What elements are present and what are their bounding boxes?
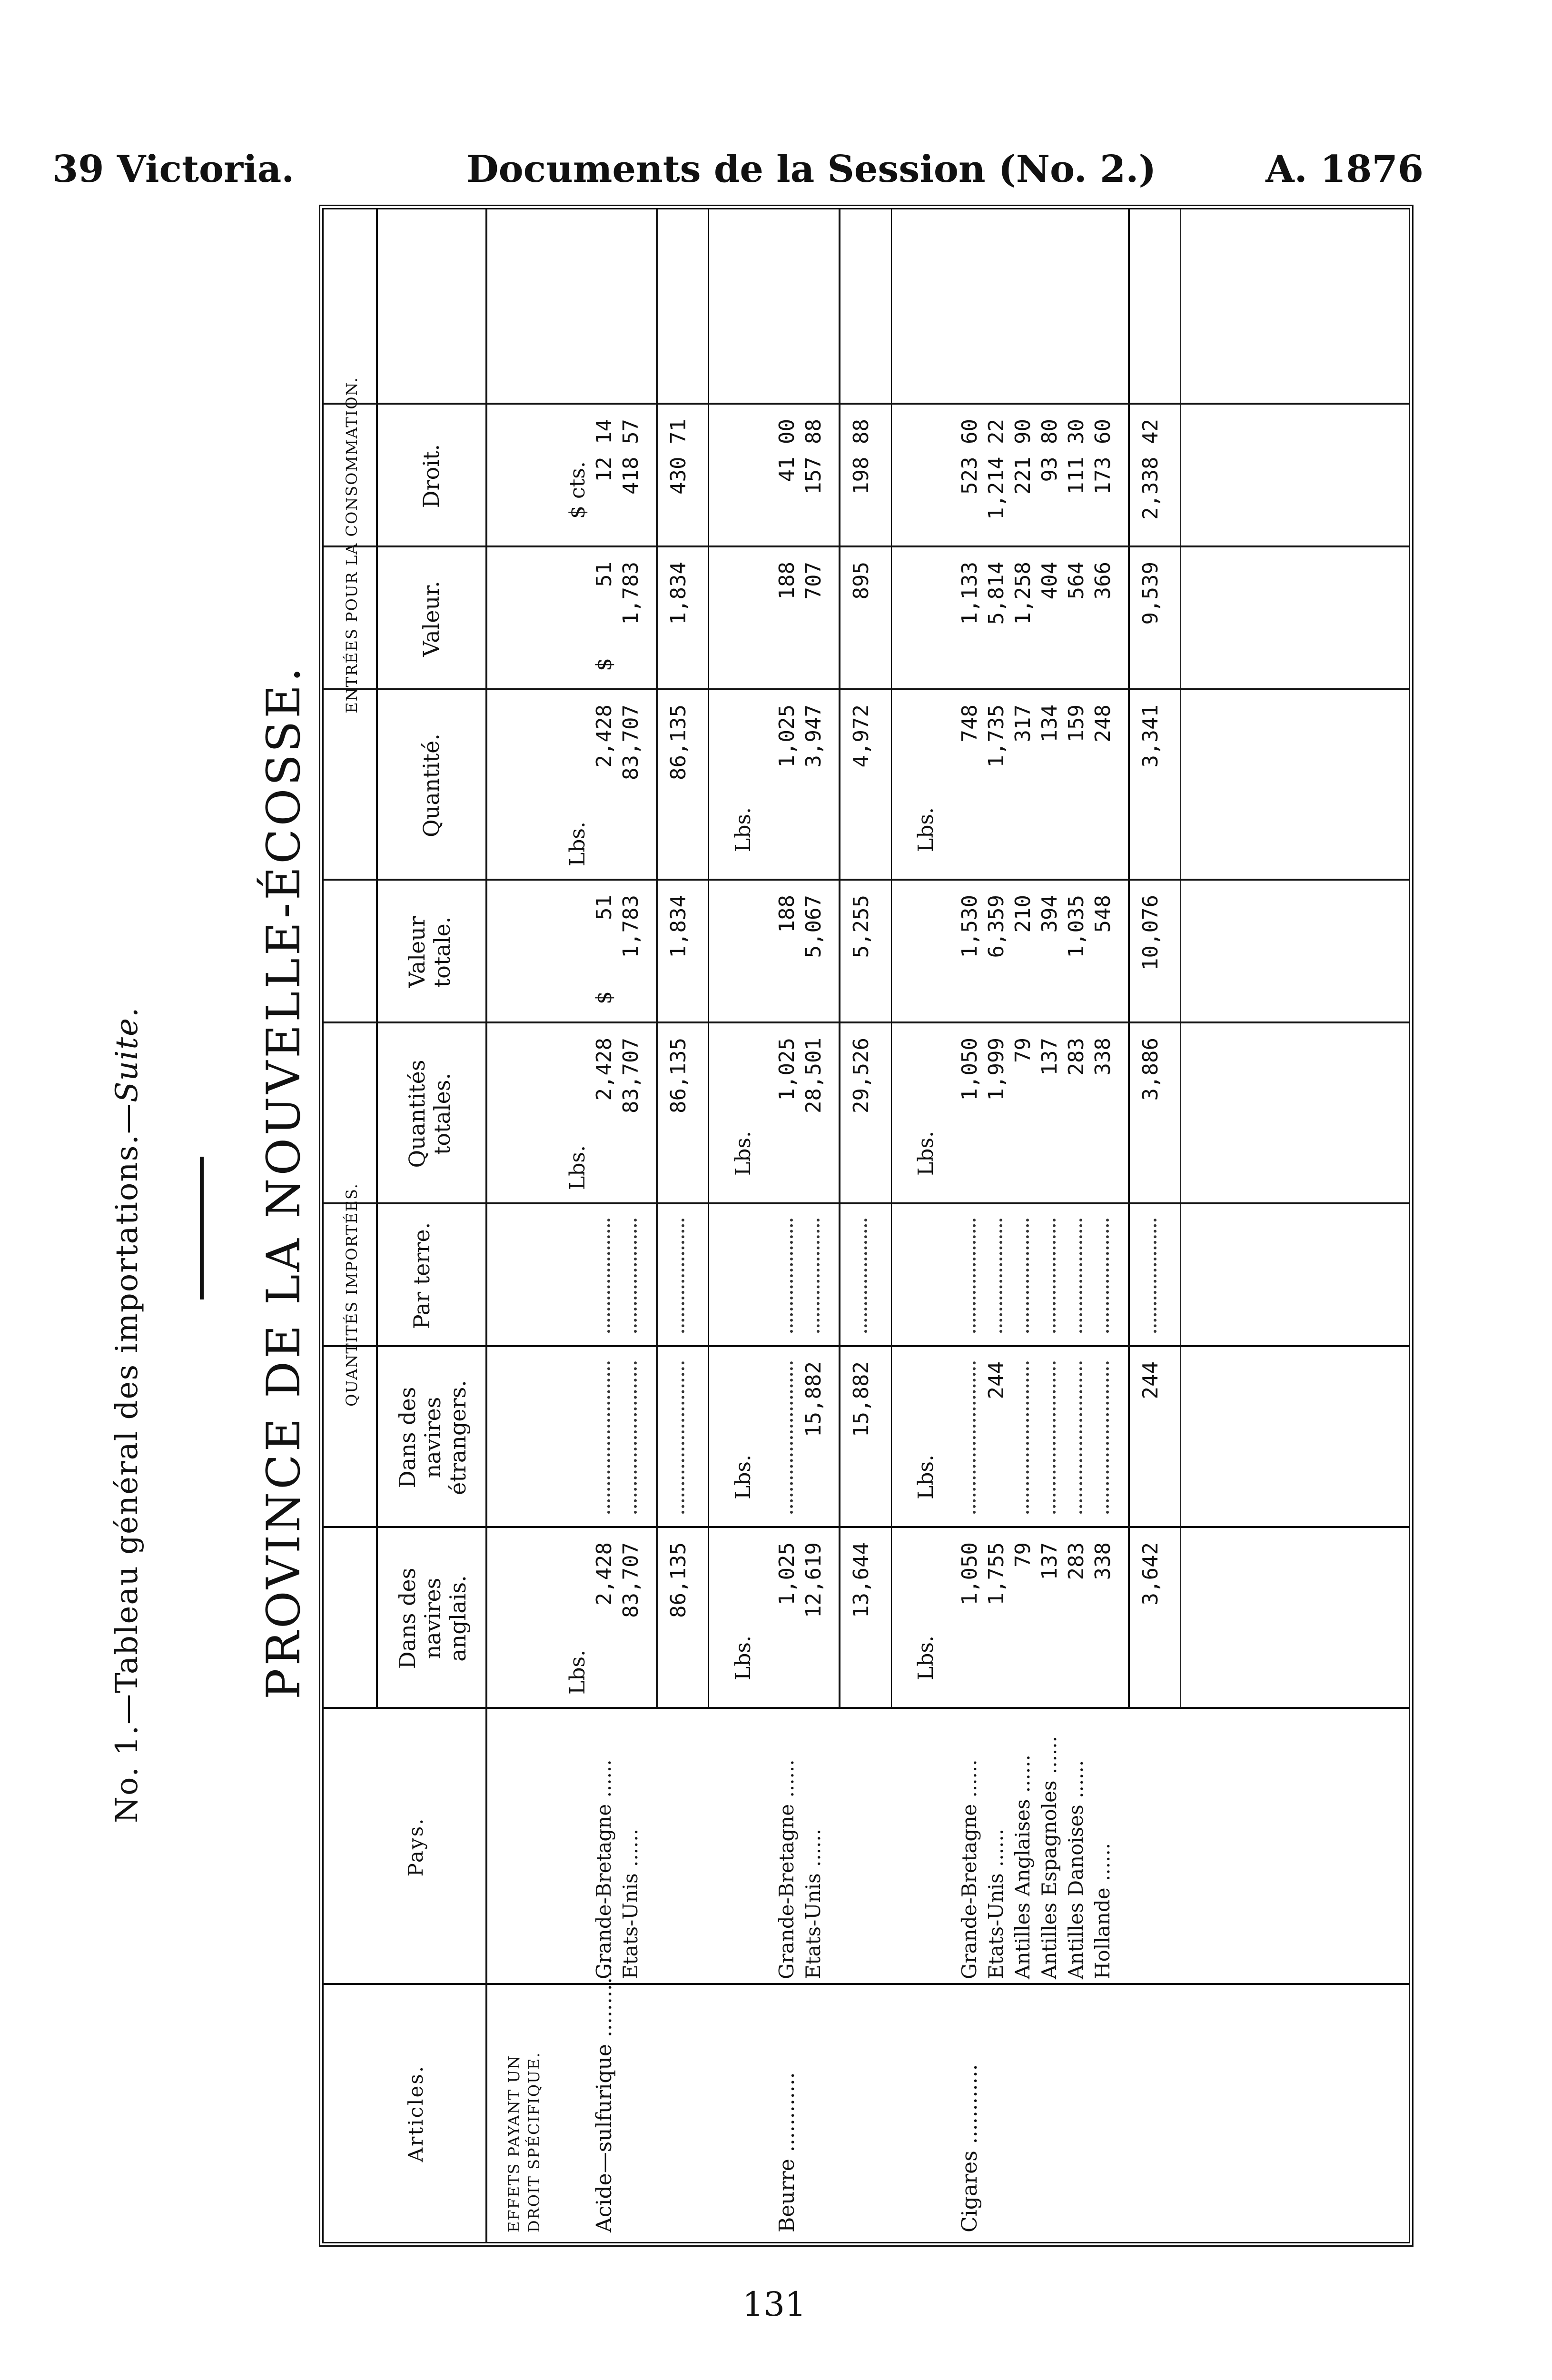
article-3-total-rule — [1128, 209, 1130, 1709]
article-2-row-2-quantite: 3,947 — [801, 704, 826, 768]
column-header-pays: Pays. — [404, 1817, 427, 1877]
header-document-title: Documents de la Session (No. 2.) — [466, 148, 1157, 191]
article-3-row-4-terre-dots — [1053, 1219, 1056, 1333]
article-3-total-etrangers: 244 — [1138, 1361, 1163, 1399]
column-header-quantite: Quantité. — [418, 734, 444, 837]
article-3-row-5-droit: 111 30 — [1064, 419, 1088, 495]
article-2-row-2-terre-dots — [817, 1219, 820, 1333]
article-3-total-droit: 2,338 42 — [1138, 419, 1163, 520]
article-2-row-2-anglais: 12,619 — [801, 1542, 826, 1618]
article-3-total-terre-dots — [1154, 1219, 1157, 1333]
article-1-unit-label: Lbs. — [565, 1650, 590, 1695]
article-2-unit-label: Lbs. — [731, 1131, 755, 1176]
article-3-total-quantite: 3,341 — [1138, 704, 1163, 768]
article-2-row-2-pays: Etats-Unis ...... — [801, 1828, 825, 1979]
article-1-row-2-terre-dots — [634, 1219, 637, 1333]
article-1-row-1-terre-dots — [607, 1219, 610, 1333]
title-divider — [200, 1157, 204, 1299]
article-3-total-valeur: 9,539 — [1138, 562, 1163, 625]
article-3-row-5-pays: Antilles Danoises ...... — [1064, 1760, 1087, 1979]
article-2-row-1-pays: Grande-Bretagne ...... — [775, 1759, 798, 1979]
article-2-row-2-vtot: 5,067 — [801, 895, 826, 958]
article-1-row-1-quantite: 2,428 — [592, 704, 616, 768]
article-3-row-1-droit: 523 60 — [958, 419, 982, 495]
article-1-currency-label: $ — [592, 991, 616, 1004]
article-3-row-4-valeur: 404 — [1038, 562, 1062, 600]
group-header-consumption: ENTRÉES POUR LA CONSOMMATION. — [343, 377, 361, 714]
article-3-row-3-terre-dots — [1026, 1219, 1029, 1333]
article-3-row-2-anglais: 1,755 — [984, 1542, 1008, 1606]
article-3-row-6-droit: 173 60 — [1091, 419, 1115, 495]
column-header-valeur-totale: Valeur totale. — [404, 916, 455, 988]
article-1-row-1-anglais: 2,428 — [592, 1542, 616, 1606]
article-2-row-2-valeur: 707 — [801, 562, 826, 600]
article-1-row-2-droit: 418 57 — [619, 419, 643, 495]
article-2-row-2-etrangers: 15,882 — [801, 1361, 826, 1437]
article-3-row-5-etrangers-dots — [1079, 1361, 1082, 1514]
article-3-row-1-terre-dots — [973, 1219, 976, 1333]
article-2-row-2-droit: 157 88 — [801, 419, 826, 495]
article-1-row-1-qtot: 2,428 — [592, 1038, 616, 1101]
article-1-unit-label: Lbs. — [565, 1145, 590, 1190]
article-3-row-4-droit: 93 80 — [1038, 419, 1062, 482]
article-3-row-6-terre-dots — [1106, 1219, 1109, 1333]
article-3-row-2-vtot: 6,359 — [984, 895, 1008, 958]
article-3-row-6-pays: Hollande ...... — [1091, 1843, 1114, 1979]
article-1-currency-label: $ — [592, 658, 616, 671]
article-3-row-6-qtot: 338 — [1091, 1038, 1115, 1076]
article-3-row-2-terre-dots — [999, 1219, 1002, 1333]
article-1-row-2-qtot: 83,707 — [619, 1038, 643, 1113]
column-header-quantites-totales: Quantités totales. — [404, 1060, 455, 1168]
article-2-name: Beurre ............ — [775, 2072, 799, 2232]
column-header-valeur: Valeur. — [418, 581, 444, 657]
article-1-row-1-etrangers-dots — [607, 1361, 610, 1514]
article-3-row-4-vtot: 394 — [1038, 895, 1062, 933]
imports-table — [319, 205, 1414, 2247]
article-2-row-1-valeur: 188 — [775, 562, 799, 600]
article-3-name: Cigares ............ — [958, 2064, 982, 2232]
article-3-unit-label: Lbs. — [914, 1131, 938, 1176]
article-1-total-anglais: 86,135 — [666, 1542, 691, 1618]
article-1-total-qtot: 86,135 — [666, 1038, 691, 1113]
article-1-row-2-quantite: 83,707 — [619, 704, 643, 780]
article-3-row-1-pays: Grande-Bretagne ...... — [958, 1759, 981, 1979]
article-3-row-2-pays: Etats-Unis ...... — [984, 1828, 1008, 1979]
article-3-row-3-valeur: 1,258 — [1011, 562, 1035, 625]
article-3-row-5-valeur: 564 — [1064, 562, 1088, 600]
article-1-total-valeur: 1,834 — [666, 562, 691, 625]
article-1-total-vtot: 1,834 — [666, 895, 691, 958]
article-1-row-2-vtot: 1,783 — [619, 895, 643, 958]
article-1-row-2-pays: Etats-Unis ...... — [619, 1828, 642, 1979]
article-2-unit-label: Lbs. — [731, 1455, 755, 1499]
article-2-total-etrangers: 15,882 — [849, 1361, 873, 1437]
article-2-row-1-etrangers-dots — [790, 1361, 793, 1514]
article-3-row-6-anglais: 338 — [1091, 1542, 1115, 1580]
column-header-etrangers: Dans des navires étrangers. — [395, 1380, 471, 1495]
article-2-total-anglais: 13,644 — [849, 1542, 873, 1618]
article-3-row-2-etrangers: 244 — [984, 1361, 1008, 1399]
article-3-row-4-qtot: 137 — [1038, 1038, 1062, 1076]
article-3-row-1-valeur: 1,133 — [958, 562, 982, 625]
article-1-unit-label: Lbs. — [565, 822, 590, 866]
article-2-total-droit: 198 88 — [849, 419, 873, 495]
article-3-row-4-pays: Antilles Espagnoles ...... — [1038, 1736, 1061, 1979]
article-3-total-anglais: 3,642 — [1138, 1542, 1163, 1606]
group-rule — [376, 209, 378, 1709]
article-1-row-1-pays: Grande-Bretagne ...... — [592, 1759, 615, 1979]
article-3-row-5-vtot: 1,035 — [1064, 895, 1088, 958]
article-3-row-3-etrangers-dots — [1026, 1361, 1029, 1514]
header-rule — [485, 209, 487, 2242]
article-2-row-1-vtot: 188 — [775, 895, 799, 933]
article-3-row-3-droit: 221 90 — [1011, 419, 1035, 495]
column-header-anglais: Dans des navires anglais. — [395, 1567, 471, 1669]
page-number: 131 — [742, 2285, 806, 2324]
article-1-row-2-anglais: 83,707 — [619, 1542, 643, 1618]
article-2-row-1-terre-dots — [790, 1219, 793, 1333]
article-3-row-4-quantite: 134 — [1038, 704, 1062, 743]
article-2-block-rule — [891, 209, 892, 1709]
article-1-total-terre-dots — [682, 1219, 684, 1333]
article-2-row-2-qtot: 28,501 — [801, 1038, 826, 1113]
header-session-year: 39 Victoria. — [52, 148, 295, 191]
article-3-row-6-vtot: 548 — [1091, 895, 1115, 933]
article-3-row-5-quantite: 159 — [1064, 704, 1088, 743]
article-3-row-1-qtot: 1,050 — [958, 1038, 982, 1101]
province-title: PROVINCE DE LA NOUVELLE-ÉCOSSE. — [257, 664, 310, 1699]
article-3-unit-label: Lbs. — [914, 807, 938, 852]
article-2-row-1-qtot: 1,025 — [775, 1038, 799, 1101]
article-1-row-1-valeur: 51 — [592, 562, 616, 587]
article-3-row-2-droit: 1,214 22 — [984, 419, 1008, 520]
article-2-unit-label: Lbs. — [731, 807, 755, 852]
article-3-total-qtot: 3,886 — [1138, 1038, 1163, 1101]
article-3-row-1-anglais: 1,050 — [958, 1542, 982, 1606]
column-header-terre: Par terre. — [409, 1222, 435, 1329]
table-title: No. 1.—Tableau général des importations.—Suite. — [109, 1006, 145, 1823]
article-1-total-droit: 430 71 — [666, 419, 691, 495]
article-3-row-2-valeur: 5,814 — [984, 562, 1008, 625]
column-header-articles: Articles. — [404, 2064, 427, 2162]
article-1-row-1-droit: 12 14 — [592, 419, 616, 482]
article-1-total-quantite: 86,135 — [666, 704, 691, 780]
article-3-total-vtot: 10,076 — [1138, 895, 1163, 971]
article-3-row-1-vtot: 1,530 — [958, 895, 982, 958]
article-3-row-5-terre-dots — [1079, 1219, 1082, 1333]
article-2-row-1-droit: 41 00 — [775, 419, 799, 482]
article-3-row-4-anglais: 137 — [1038, 1542, 1062, 1580]
article-1-row-2-etrangers-dots — [634, 1361, 637, 1514]
article-1-total-etrangers-dots — [682, 1361, 684, 1514]
article-2-total-rule — [839, 209, 840, 1709]
rotated-table-page — [52, 186, 1423, 2356]
article-2-total-qtot: 29,526 — [849, 1038, 873, 1113]
article-3-row-1-quantite: 748 — [958, 704, 982, 743]
article-1-block-rule — [708, 209, 709, 1709]
group-header-imported: QUANTITÉS IMPORTÉES. — [343, 1183, 361, 1407]
article-2-total-valeur: 895 — [849, 562, 873, 600]
article-1-row-2-valeur: 1,783 — [619, 562, 643, 625]
article-3-unit-label: Lbs. — [914, 1636, 938, 1680]
article-3-row-6-valeur: 366 — [1091, 562, 1115, 600]
article-3-block-rule — [1180, 209, 1181, 1709]
column-header-droit: Droit. — [418, 444, 444, 508]
article-3-row-4-etrangers-dots — [1053, 1361, 1056, 1514]
article-3-row-3-qtot: 79 — [1011, 1038, 1035, 1063]
article-3-row-1-etrangers-dots — [973, 1361, 976, 1514]
article-1-row-1-vtot: 51 — [592, 895, 616, 920]
header-page-code: A. 1876 — [1265, 148, 1423, 191]
article-3-row-3-quantite: 317 — [1011, 704, 1035, 743]
article-3-row-5-anglais: 283 — [1064, 1542, 1088, 1580]
article-2-unit-label: Lbs. — [731, 1636, 755, 1680]
article-2-row-1-quantite: 1,025 — [775, 704, 799, 768]
article-1-total-rule — [656, 209, 658, 1709]
article-3-row-6-quantite: 248 — [1091, 704, 1115, 743]
article-2-total-quantite: 4,972 — [849, 704, 873, 768]
article-2-total-vtot: 5,255 — [849, 895, 873, 958]
article-3-row-3-anglais: 79 — [1011, 1542, 1035, 1567]
article-3-row-2-quantite: 1,735 — [984, 704, 1008, 768]
article-1-name: Acide—sulfurique ............ — [592, 1957, 616, 2232]
article-2-row-1-anglais: 1,025 — [775, 1542, 799, 1606]
article-3-row-3-pays: Antilles Anglaises ...... — [1011, 1755, 1034, 1979]
article-1-duty-unit-label: $ cts. — [565, 461, 590, 519]
article-3-row-2-qtot: 1,999 — [984, 1038, 1008, 1101]
section-label: EFFETS PAYANT UN DROIT SPÉCIFIQUE. — [505, 2052, 543, 2232]
article-2-total-terre-dots — [864, 1219, 867, 1333]
article-3-row-6-etrangers-dots — [1106, 1361, 1109, 1514]
article-3-unit-label: Lbs. — [914, 1455, 938, 1499]
article-3-row-3-vtot: 210 — [1011, 895, 1035, 933]
article-3-row-5-qtot: 283 — [1064, 1038, 1088, 1076]
